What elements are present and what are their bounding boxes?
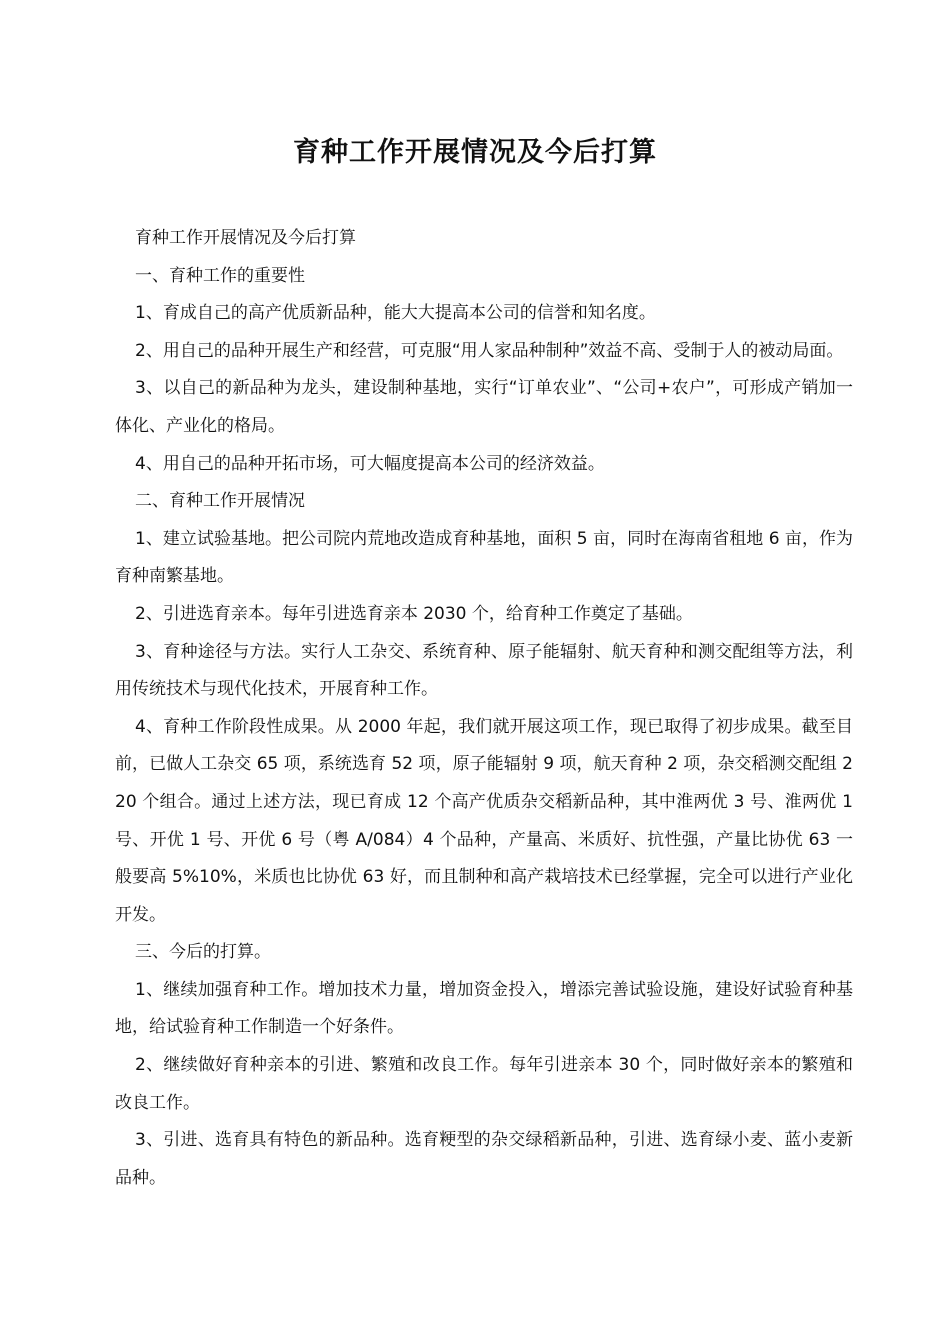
paragraph: 1、继续加强育种工作。增加技术力量，增加资金投入，增添完善试验设施，建设好试验育种基地，给试验育种工作制造一个好条件。 (115, 979, 853, 1038)
paragraph: 3、以自己的新品种为龙头，建设制种基地，实行“订单农业”、“公司+农户”，可形成产销加一体化、产业化的格局。 (115, 378, 853, 436)
paragraph: 2、用自己的品种开展生产和经营，可克服“用人家品种制种”效益不高、受制于人的被动局面。 (135, 340, 844, 361)
section-heading-importance: 一、育种工作的重要性 (135, 265, 305, 286)
paragraph: 4、用自己的品种开拓市场，可大幅度提高本公司的经济效益。 (135, 453, 605, 474)
paragraph: 2、继续做好育种亲本的引进、繁殖和改良工作。每年引进亲本 30 个，同时做好亲本的繁殖和改良工作。 (115, 1055, 853, 1113)
paragraph: 2、引进选育亲本。每年引进选育亲本 2030 个，给育种工作奠定了基础。 (135, 603, 693, 624)
document-title: 育种工作开展情况及今后打算 (293, 137, 657, 168)
paragraph: 3、育种途径与方法。实行人工杂交、系统育种、原子能辐射、航天育种和测交配组等方法，利用传统技术与现代化技术，开展育种工作。 (115, 641, 853, 700)
paragraph: 1、建立试验基地。把公司院内荒地改造成育种基地，面积 5 亩，同时在海南省租地 6 亩，作为育种南繁基地。 (115, 528, 853, 587)
section-heading-plans: 三、今后的打算。 (135, 942, 271, 963)
document-body (115, 220, 853, 1197)
paragraph: 3、引进、选育具有特色的新品种。选育粳型的杂交绿稻新品种，引进、选育绿小麦、蓝小麦新品种。 (115, 1130, 853, 1188)
paragraph: 4、育种工作阶段性成果。从 2000 年起，我们就开展这项工作，现已取得了初步成果。截至目前，已做人工杂交 65 项，系统选育 52 项，原子能辐射 9 项，航天育种 2 项，杂交稻测交配组 220 个组合。通过上述方法，现已育成 12 个高产优质杂交稻新品种，其中淮两优 3 号、淮两优 1 号、开优 1 号、开优 6 号（粤 A/084）4 个品种，产量高、米质好、抗性强，产量比协优 63 一般要高 5%10%，米质也比协优 63 好，而且制种和高产栽培技术已经掌握，完全可以进行产业化开发。 (115, 716, 853, 925)
section-heading-progress: 二、育种工作开展情况 (135, 491, 305, 512)
paragraph: 1、育成自己的高产优质新品种，能大大提高本公司的信誉和知名度。 (135, 303, 656, 324)
paragraph-subtitle: 育种工作开展情况及今后打算 (135, 228, 356, 248)
